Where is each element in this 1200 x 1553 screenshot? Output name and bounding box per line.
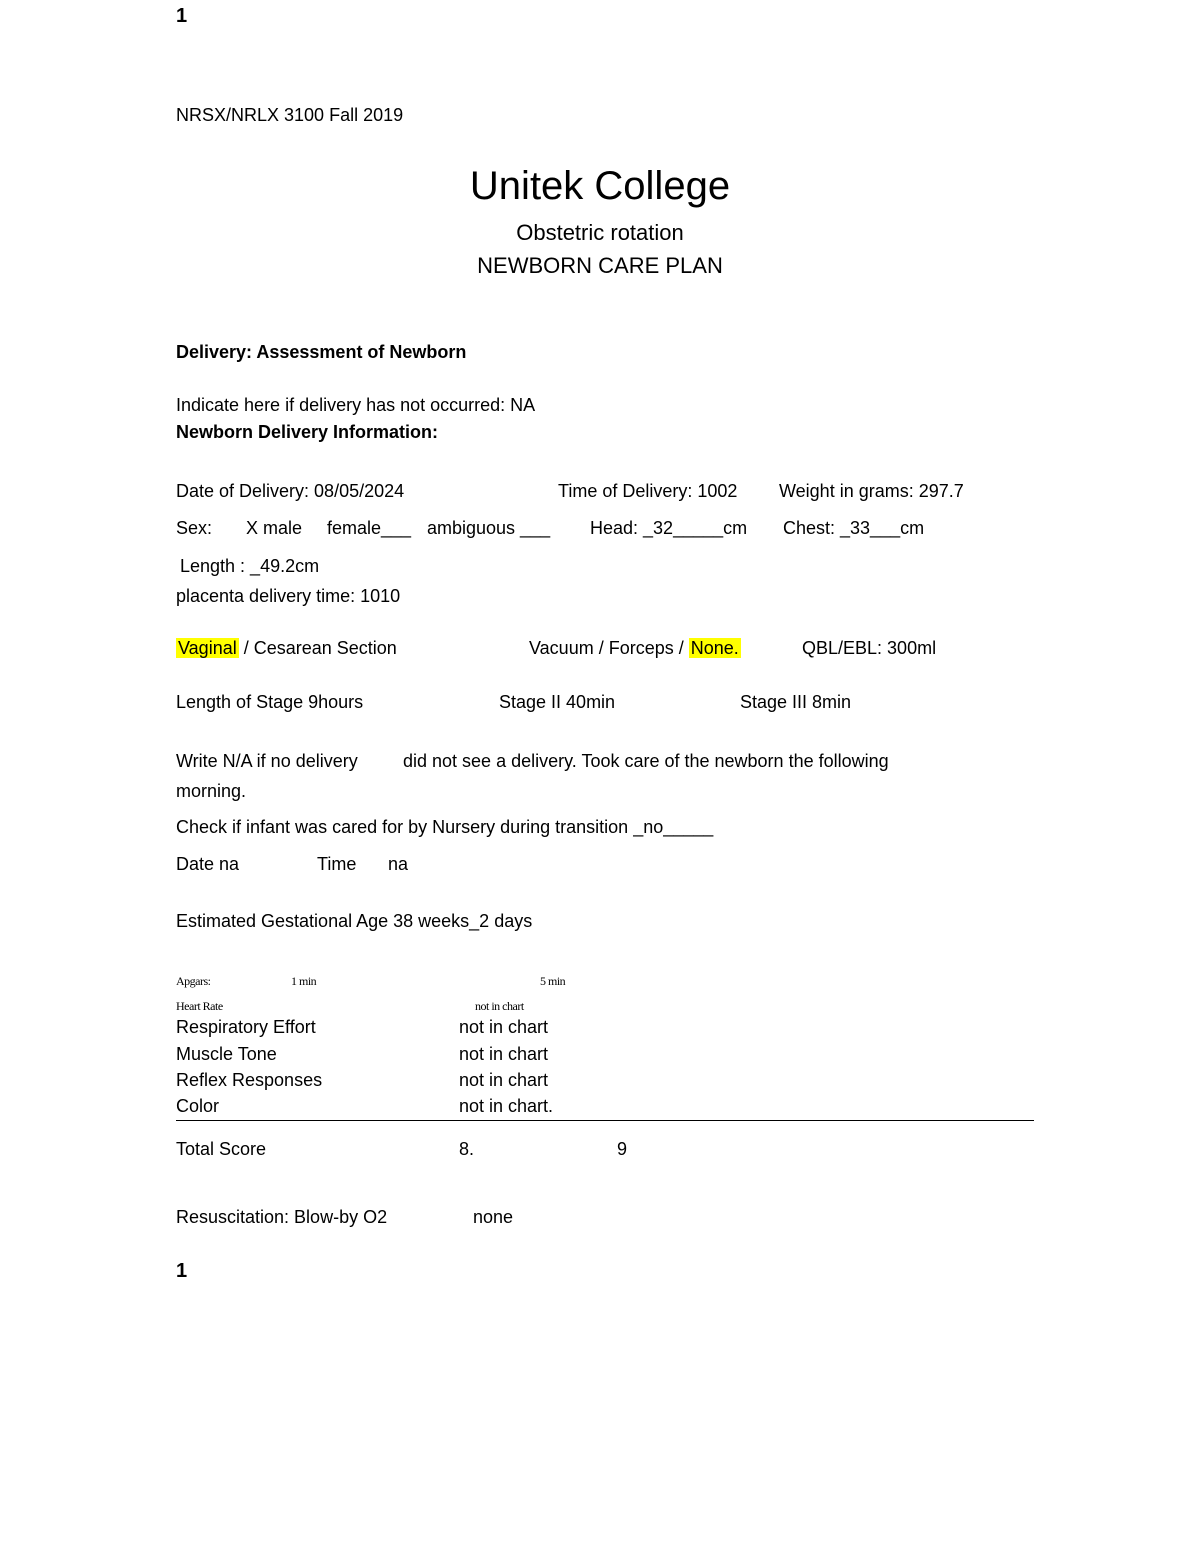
no-delivery-note-cont: morning. [176,781,247,801]
college-title: Unitek College [469,164,731,208]
nursery-time-value: na [388,854,409,874]
stage-length: Length of Stage 9hours [176,692,364,712]
none-highlight: None. [690,638,739,658]
nursery-date: Date na [176,854,240,874]
care-plan-title: NEWBORN CARE PLAN [477,253,723,278]
apgars-label: Apgars: [176,974,211,988]
sex-male: X male [246,518,303,538]
gestational-age: Estimated Gestational Age 38 weeks_2 days [176,911,533,931]
sex-female: female___ [327,518,412,538]
placenta-time: placenta delivery time: 1010 [176,586,401,606]
apgar-row-label: Heart Rate [176,999,223,1013]
assist-type [529,637,741,659]
cesarean-text: / Cesarean Section [238,638,397,658]
head-measure: Head: _32_____cm [590,518,748,538]
page-number-top: 1 [176,5,188,27]
apgar-row-value: not in chart [459,1044,549,1064]
resuscitation-value: none [473,1207,514,1227]
apgar-row-value: not in chart [459,1017,549,1037]
delivery-info-title: Newborn Delivery Information: [176,422,439,442]
delivery-type [176,637,397,659]
apgar-row-value: not in chart. [459,1096,554,1116]
qbl-ebl: QBL/EBL: 300ml [802,638,937,658]
apgar-row-label: Respiratory Effort [176,1017,316,1037]
apgar-row-label: Reflex Responses [176,1070,323,1090]
apgar-row-value: not in chart [475,999,524,1013]
write-na-label: Write N/A if no delivery [176,751,358,771]
apgar-col-5min: 5 min [540,974,566,988]
resuscitation-label: Resuscitation: Blow-by O2 [176,1207,388,1227]
not-occurred-line: Indicate here if delivery has not occurred: NA [176,395,536,415]
length-measure: Length : _49.2cm [180,556,320,576]
page-number-bottom: 1 [176,1260,188,1282]
nursery-check: Check if infant was cared for by Nursery during transition _no_____ [176,817,714,837]
stage-three: Stage III 8min [740,692,852,712]
time-of-delivery: Time of Delivery: 1002 [558,481,738,501]
total-score-label: Total Score [176,1139,267,1159]
total-score-5min: 9 [617,1139,628,1159]
apgar-row-label: Muscle Tone [176,1044,277,1064]
apgar-row-label: Color [176,1096,220,1116]
weight-grams: Weight in grams: 297.7 [779,481,964,501]
vacuum-forceps-text: Vacuum / Forceps / [529,638,689,658]
no-delivery-note: did not see a delivery. Took care of the newborn the following [403,751,889,771]
sex-ambiguous: ambiguous ___ [427,518,551,538]
chest-measure: Chest: _33___cm [783,518,925,538]
rotation-subtitle: Obstetric rotation [516,220,684,245]
table-divider [176,1120,1034,1121]
nursery-time-label: Time [317,854,357,874]
stage-two: Stage II 40min [499,692,616,712]
apgar-col-1min: 1 min [291,974,317,988]
vaginal-highlight: Vaginal [178,638,237,658]
course-label: NRSX/NRLX 3100 Fall 2019 [176,105,404,125]
total-score-1min: 8. [459,1139,475,1159]
date-of-delivery: Date of Delivery: 08/05/2024 [176,481,405,501]
section-title-delivery: Delivery: Assessment of Newborn [176,342,467,362]
sex-label: Sex: [176,518,213,538]
apgar-row-value: not in chart [459,1070,549,1090]
